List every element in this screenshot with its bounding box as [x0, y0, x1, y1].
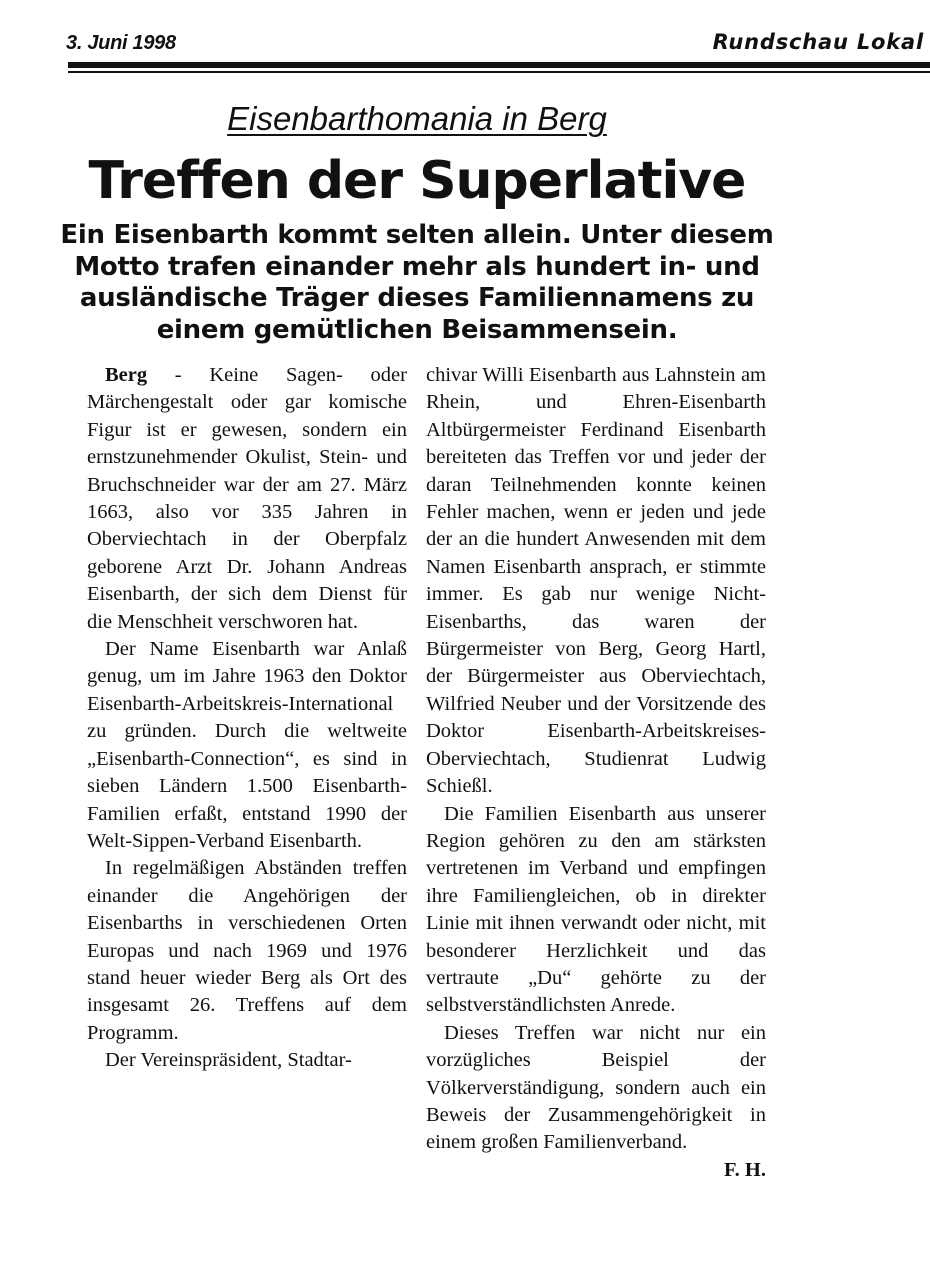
header-rule-thick: [68, 62, 930, 68]
lead-word: Berg: [105, 364, 148, 386]
article-headline: Treffen der Superlative: [88, 151, 746, 211]
paragraph-5: Die Familien Eisenbarth aus unserer Region gehören zu den am stärksten vertretenen im Verband und empfingen ihre Familiengleichen, ob in direkter Linie mit ihnen verwandt oder nicht, mit besonderer Herzlichkeit und das vertraute „Du“ gehörte zu der selbstverständlichsten Anrede.: [426, 802, 766, 1017]
paragraph-4-end: chivar Willi Eisenbarth aus Lahnstein am Rhein, und Ehren-Eisenbarth Altbürgermeister Ferdinand Eisenbarth bereiteten das Treffen vor und jeder der daran Teilnehmenden konnte keinen Fehler machen, wenn er jeden und jede der an die hundert Anwesenden mit dem Namen Eisenbarth ansprach, er stimmte immer. Es gab nur wenige Nicht-Eisenbarths, das waren der Bürgermeister von Berg, Georg Hartl, der Bürgermeister aus Oberviechtach, Wilfried Neuber und der Vorsitzende des Doktor Eisenbarth-Arbeitskreises-Oberviechtach, Studienrat Ludwig Schießl.: [426, 364, 766, 798]
paragraph-6: [426, 1020, 766, 1181]
article-subhead: Ein Eisenbarth kommt selten allein. Unter diesem Motto trafen einander mehr als hundert in- und ausländische Träger dieses Familiennamens zu einem gemütlichen Beisammensein.: [60, 220, 774, 345]
paragraph-1-text: - Keine Sagen- oder Märchengestalt oder gar komische Figur ist er gewesen, sondern ein ernstzunehmender Okulist, Stein- und Bruchschneider war der am 27. März 1663, also vor 335 Jahren in Oberviechtach in der Oberpfalz geborene Arzt Dr. Johann Andreas Eisenbarth, der sich dem Dienst für die Menschheit verschworen hat.: [87, 364, 407, 633]
article-column-right: [426, 362, 766, 1184]
header-section: Rundschau Lokal: [712, 30, 924, 54]
paragraph-6-text: Dieses Treffen war nicht nur ein vorzügliches Beispiel der Völkerverständigung, sondern auch ein Beweis der Zusammengehörigkeit in einem großen Familienverband.: [426, 1021, 766, 1154]
paragraph-4-start: Der Vereinspräsident, Stadtar-: [105, 1049, 352, 1072]
paragraph-1: [87, 362, 407, 636]
article-kicker: Eisenbarthomania in Berg: [227, 100, 607, 137]
paragraph-2: Der Name Eisenbarth war Anlaß genug, um im Jahre 1963 den Doktor Eisenbarth-Arbeitskreis-International zu gründen. Durch die weltweite „Eisenbarth-Connection“, es sind in sieben Ländern 1.500 Eisenbarth-Familien erfaßt, entstand 1990 der Welt-Sippen-Verband Eisenbarth.: [87, 638, 407, 852]
paragraph-3: In regelmäßigen Abständen treffen einander die Angehörigen der Eisenbarths in verschiedenen Orten Europas und nach 1969 und 1976 stand heuer wieder Berg als Ort des insgesamt 26. Treffens auf dem Programm.: [87, 857, 407, 1044]
byline: F. H.: [724, 1158, 766, 1181]
header-date: 3. Juni 1998: [66, 32, 176, 54]
header-rule-thin: [68, 71, 930, 73]
article-column-left: [87, 362, 407, 1075]
